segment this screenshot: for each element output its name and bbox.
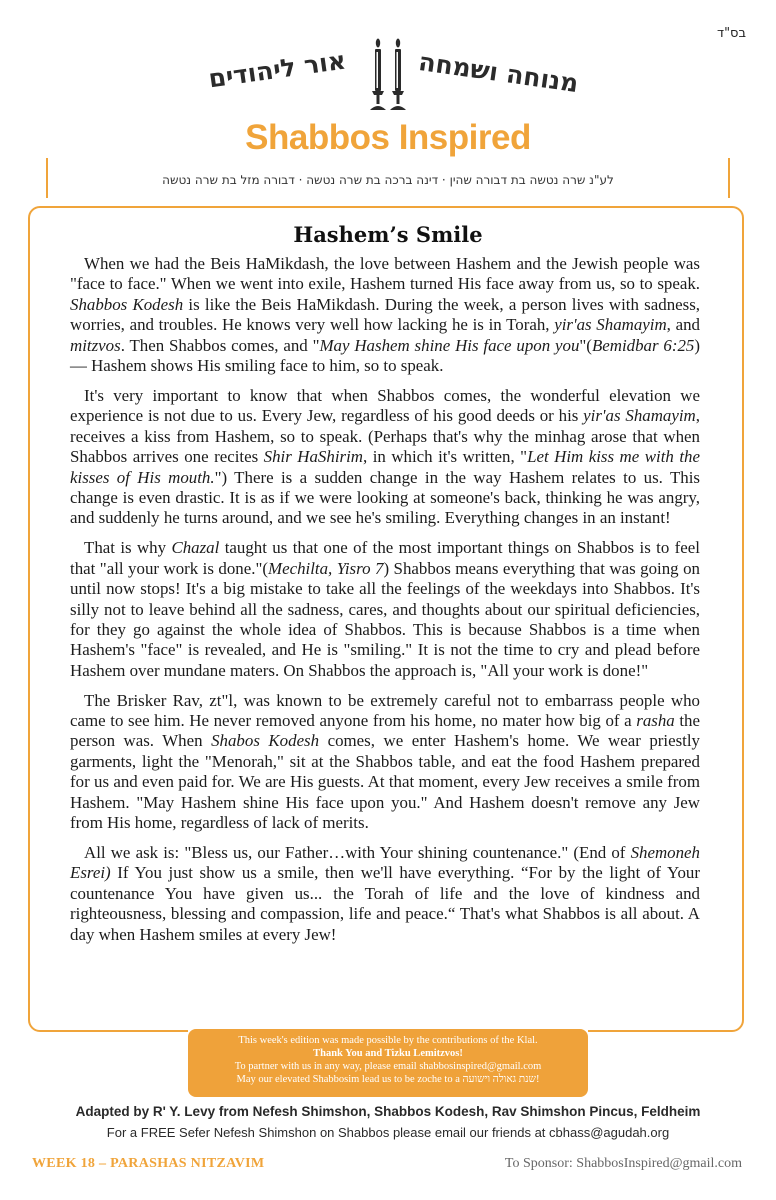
banner-line-partner: To partner with us in any way, please email shabbosinspired@gmail.com (234, 1061, 542, 1072)
sponsor-contact: To Sponsor: ShabbosInspired@gmail.com (504, 1156, 742, 1171)
paragraph-3: That is why Chazal taught us that one of the most important things on Shabbos is to feel that "all your work is done."(Mechilta, Yisro 7) Shabbos means everything that was going on until now stops! It's a big mistake to take all the feelings of the weekdays into Shabbos. It's silly not to leave behind all the sadness, cares, and thoughts about our spiritual deficiencies, for they go against the whole idea of Shabbos. This is because Shabbos is a time when Hashem's "face" is revealed, and He is "smiling." It is not the time to cry and plead before Hashem over mundane maters. On Shabbos the approach is, "All your work is done!" (70, 538, 700, 680)
banner-line-contributions: This week's edition was made possible by the contributions of the Klal. (238, 1035, 538, 1046)
header-hebrew-left: מנוחה ושמחה (416, 46, 581, 99)
source-credit: Adapted by R' Y. Levy from Nefesh Shimshon, Shabbos Kodesh, Rav Shimshon Pincus, Feldheim (75, 1104, 701, 1119)
paragraph-1: When we had the Beis HaMikdash, the love between Hashem and the Jewish people was "face to face." When we went into exile, Hashem turned His face away from us, so to speak. Shabbos Kodesh is like the Beis HaMikdash. During the week, a person lives with sadness, worries, and troubles. He knows very well how lacking he is in Torah, yir'as Shamayim, and mitzvos. Then Shabbos comes, and "May Hashem shine His face upon you"(Bemidbar 6:25) — Hashem shows His smiling face to him, so to speak. (70, 254, 701, 376)
divider-tick-left (46, 158, 48, 198)
brand-title: Shabbos Inspired (245, 118, 531, 157)
shabbos-candles-icon (366, 38, 410, 114)
paragraph-4: The Brisker Rav, zt"l, was known to be extremely careful not to embarrass people who came to see him. He never removed anyone from his home, no mater how big of a rasha the person was. When Shabos Kodesh comes, we enter Hashem's home. We wear priestly garments, light the "Menorah," sit at the Shabbos table, and eat the food Hashem prepared for us and even paid for. We are His guests. At that moment, every Jew receives a smile from Hashem. "May Hashem shine His face upon you." And Hashem doesn't remove any Jew from His home, regardless of lack of merits. (70, 690, 701, 833)
dedication-line: לע"נ שרה נטשה בת דבורה שהין · דינה ברכה בת שרה נטשה · דבורה מזל בת שרה נטשה (162, 173, 614, 187)
bsd-mark: בס"ד (716, 26, 746, 41)
sponsor-banner (188, 1029, 588, 1097)
free-sefer-note: For a FREE Sefer Nefesh Shimshon on Shabbos please email our friends at cbhass@agudah.org (106, 1125, 670, 1140)
divider-tick-right (728, 158, 730, 198)
banner-line-thanks: Thank You and Tizku Lemitzvos! (313, 1048, 463, 1059)
article-body (70, 254, 700, 955)
paragraph-5: All we ask is: "Bless us, our Father…with Your shining countenance." (End of Shemoneh Esrei) If You just show us a smile, then we'll have everything. “For by the light of Your countenance You have given us... the Torah of life and the love of kindness and righteousness, blessing and compassion, life and peace.“ That's what Shabbos is all about. A day when Hashem smiles at every Jew! (70, 842, 700, 944)
week-label: WEEK 18 – PARASHAS NITZAVIM (32, 1156, 265, 1171)
paragraph-2: It's very important to know that when Shabbos comes, the wonderful elevation we experience is not due to us. Every Jew, regardless of his good deeds or his yir'as Shamayim, receives a kiss from Hashem, so to speak. (Perhaps that's why the minhag arose that when Shabbos arrives one recites Shir HaShirim, in which it's written, "Let Him kiss me with the kisses of His mouth.") There is a sudden change in the way Hashem relates to us. This change is even drastic. It is as if we were looking at someone's back, thinking he was angry, and suddenly he turns around, and we see he's smiling. Everything changes in an instant! (70, 385, 700, 528)
header-hebrew-right: אור ליהודים (206, 45, 348, 94)
article-title: Hashem’s Smile (293, 222, 483, 247)
banner-line-blessing: May our elevated Shabbosim lead us to be zoche to a שנת גאולה וישועה! (236, 1074, 540, 1085)
